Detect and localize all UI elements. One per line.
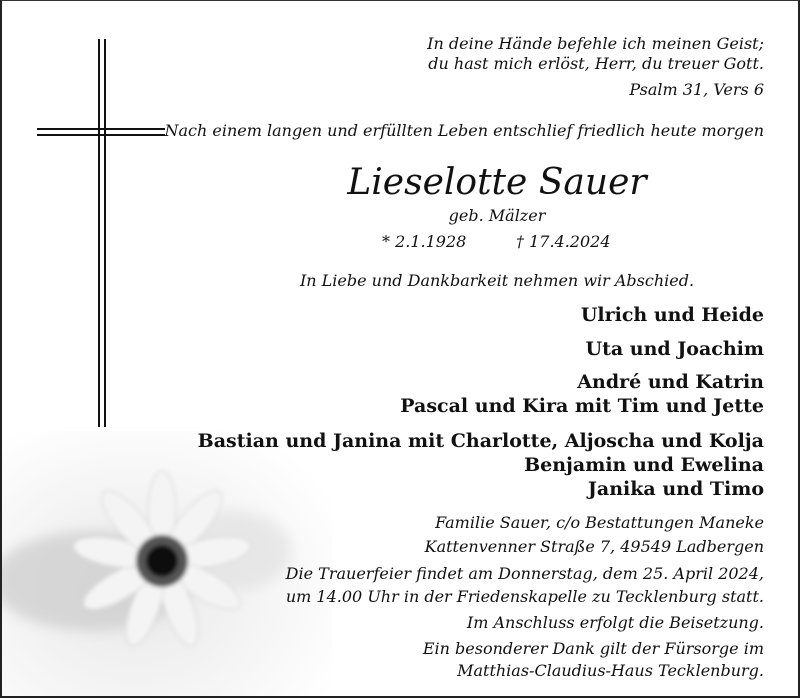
mourner: Benjamin und Ewelina [524,454,764,476]
birth-date: * 2.1.1928 [382,232,467,251]
ceremony-line-1: Die Trauerfeier findet am Donnerstag, dem 25. April 2024, [285,564,764,583]
thanks-line-2: Matthias-Claudius-Haus Tecklenburg. [457,661,764,680]
mourner: André und Katrin [577,371,764,393]
address-line-2: Kattenvenner Straße 7, 49549 Ladbergen [424,537,764,556]
verse-line-2: du hast mich erlöst, Herr, du treuer Gott. [428,54,764,73]
verse-source: Psalm 31, Vers 6 [629,80,764,99]
death-date: † 17.4.2024 [516,232,611,251]
flower-image [2,431,332,698]
maiden-name: geb. Mälzer [448,206,546,225]
mourner: Uta und Joachim [585,338,764,360]
address-line-1: Familie Sauer, c/o Bestattungen Maneke [435,513,764,532]
mourner: Janika und Timo [587,478,764,500]
intro-text: Nach einem langen und erfüllten Leben entschlief friedlich heute morgen [164,121,764,140]
farewell-text: In Liebe und Dankbarkeit nehmen wir Abschied. [299,271,695,290]
mourner: Pascal und Kira mit Tim und Jette [400,395,764,417]
deceased-name: Lieselotte Sauer [347,162,647,203]
burial-text: Im Anschluss erfolgt die Beisetzung. [466,613,764,632]
mourner: Bastian und Janina mit Charlotte, Aljoscha und Kolja [197,430,764,452]
ceremony-line-2: um 14.00 Uhr in der Friedenskapelle zu Tecklenburg statt. [285,587,764,606]
mourner: Ulrich und Heide [580,304,764,326]
verse-line-1: In deine Hände befehle ich meinen Geist; [427,34,764,53]
thanks-line-1: Ein besonderer Dank gilt der Fürsorge im [422,639,764,658]
